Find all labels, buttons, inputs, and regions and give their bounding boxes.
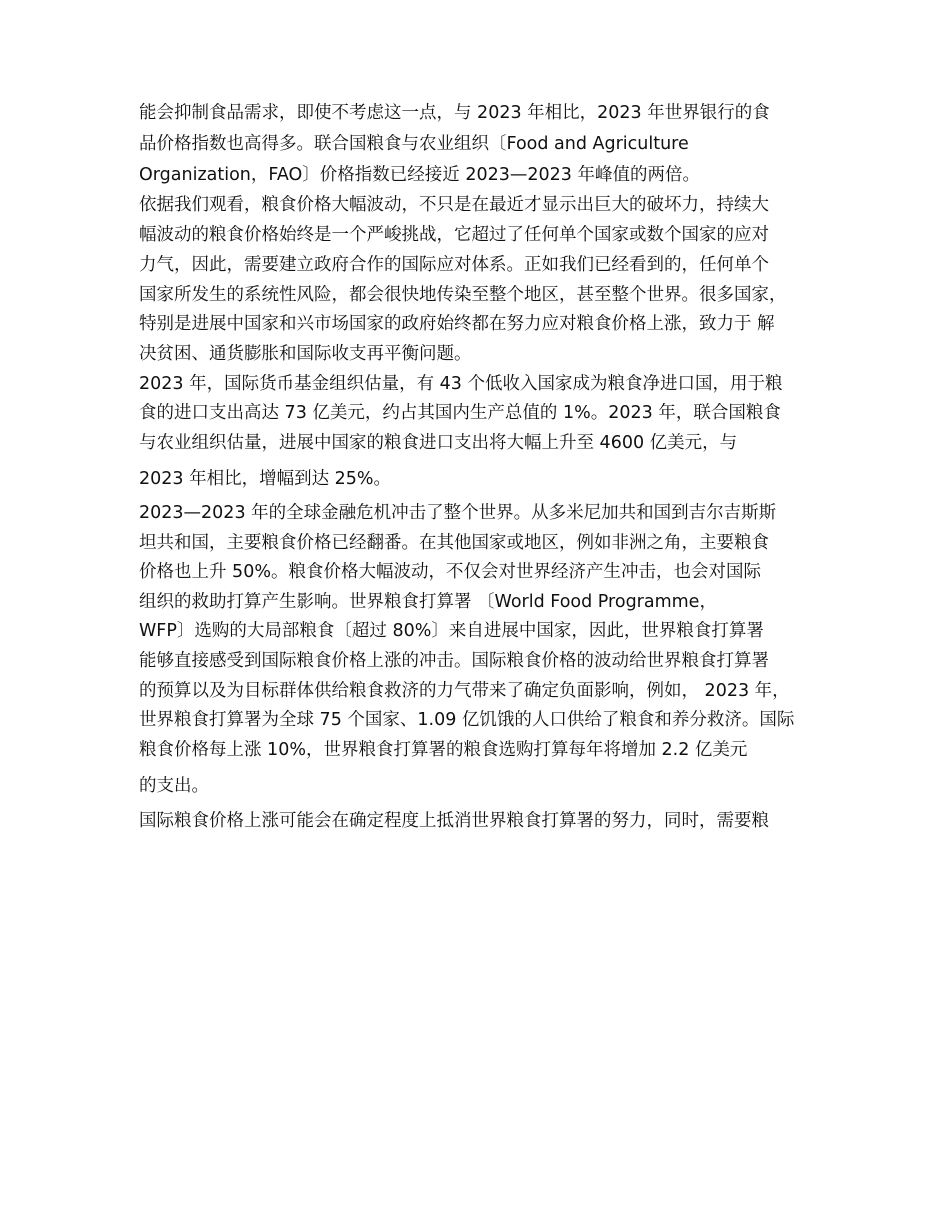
text-line: 力气，因此，需要建立政府合作的国际应对体系。正如我们已经看到的，任何单个 [139,255,769,275]
text-line: 价格也上升 50%。粮食价格大幅波动，不仅会对世界经济产生冲击，也会对国际 [139,562,761,582]
text-line: 的预算以及为目标群体供给粮食救济的力气带来了确定负面影响，例如， 2023 年， [139,681,790,701]
text-line: 与农业组织估量，进展中国家的粮食进口支出将大幅上升至 4600 亿美元，与 [139,433,738,453]
text-line: 国家所发生的系统性风险，都会很快地传染至整个地区，甚至整个世界。很多国家， [139,285,787,305]
text-line: 组织的救助打算产生影响。世界粮食打算署 〔World Food Programme， [139,592,717,612]
text-line: 品价格指数也高得多。联合国粮食与农业组织〔Food and Agriculture [139,134,689,154]
text-line: 决贫困、通货膨胀和国际收支再平衡问题。 [139,344,472,364]
text-line: 2023 年，国际货币基金组织估量，有 43 个低收入国家成为粮食净进口国，用于粮 [139,374,783,394]
text-line: 食的进口支出高达 73 亿美元，约占其国内生产总值的 1%。2023 年，联合国粮食 [139,403,781,423]
text-line: 幅波动的粮食价格始终是一个严峻挑战，它超过了任何单个国家或数个国家的应对 [139,225,769,245]
text-line: 能会抑制食品需求，即使不考虑这一点，与 2023 年相比，2023 年世界银行的食 [139,103,770,123]
text-line: 的支出。 [139,776,209,796]
text-line: 依据我们观看，粮食价格大幅波动，不只是在最近才显示出巨大的破坏力，持续大 [139,195,769,215]
text-line: 国际粮食价格上涨可能会在确定程度上抵消世界粮食打算署的努力，同时，需要粮 [139,811,769,831]
text-line: 特别是进展中国家和兴市场国家的政府始终都在努力应对粮食价格上涨，致力于 解 [139,314,775,334]
text-line: 2023 年相比，增幅到达 25%。 [139,469,392,489]
text-line: WFP〕选购的大局部粮食〔超过 80%〕来自进展中国家，因此，世界粮食打算署 [139,621,764,641]
text-line: 能够直接感受到国际粮食价格上涨的冲击。国际粮食价格的波动给世界粮食打算署 [139,651,769,671]
text-line: 粮食价格每上涨 10%，世界粮食打算署的粮食选购打算每年将增加 2.2 亿美元 [139,740,748,760]
text-line: 世界粮食打算署为全球 75 个国家、1.09 亿饥饿的人口供给了粮食和养分救济。国际 [139,710,795,730]
text-line: 2023—2023 年的全球金融危机冲击了整个世界。从多米尼加共和国到吉尔吉斯斯 [139,503,777,523]
text-line: 坦共和国，主要粮食价格已经翻番。在其他国家或地区，例如非洲之角，主要粮食 [139,533,769,553]
text-line: Organization，FAO〕价格指数已经接近 2023—2023 年峰值的两倍。 [139,165,700,185]
